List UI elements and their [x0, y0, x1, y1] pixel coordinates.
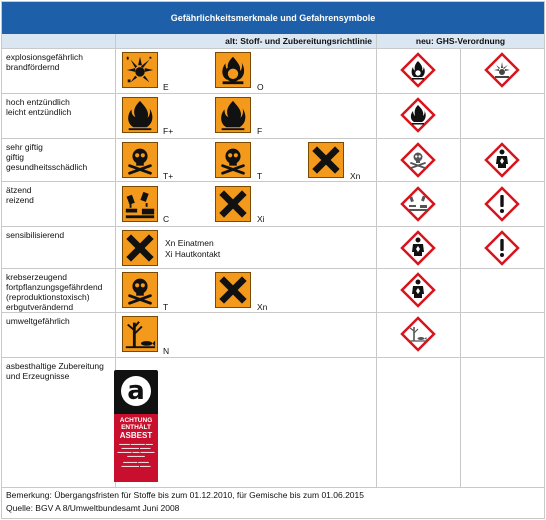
asbestos-line1: ACHTUNG	[119, 417, 153, 424]
header-old	[116, 34, 376, 48]
ghs-corrosion-icon	[400, 186, 436, 222]
table-frame	[1, 1, 545, 519]
row-label-toxic: sehr giftig giftig gesundheitsschädlich	[6, 142, 88, 172]
row-label-sensitizing: sensibilisierend	[6, 230, 65, 240]
cross-icon	[308, 142, 344, 178]
asbestos-letter: a	[121, 376, 151, 406]
code-label: T	[163, 302, 169, 312]
cross-icon	[122, 230, 158, 266]
row-label-flammable: hoch entzündlich leicht entzündlich	[6, 97, 72, 117]
asbestos-warning	[114, 414, 158, 482]
ghs-health-hazard-icon	[484, 142, 520, 178]
footer-note: Bemerkung: Übergangsfristen für Stoffe bis zum 01.12.2010, für Gemische bis zum 01.06.2015	[6, 490, 364, 500]
skull-icon	[215, 142, 251, 178]
row-label-corrosive: ätzend reizend	[6, 185, 34, 205]
environment-icon	[122, 316, 158, 352]
row-label-carcinogenic: krebserzeugend fortpflanzungsgefährdend (reproduktionstoxisch) erbgutverändernd	[6, 272, 103, 312]
table-title: Gefährlichkeitsmerkmale und Gefahrensymbole	[2, 2, 544, 34]
code-label: F+	[163, 126, 174, 136]
code-label: E	[163, 82, 169, 92]
code-label: F	[257, 126, 263, 136]
flame-icon	[122, 97, 158, 133]
explosion-icon	[122, 52, 158, 88]
skull-icon	[122, 272, 158, 308]
row-label-environment: umweltgefährlich	[6, 316, 70, 326]
skull-icon	[122, 142, 158, 178]
row-label-explosive: explosionsgefährlich brandfördernd	[6, 52, 84, 72]
asbestos-line3: ASBEST	[119, 431, 153, 440]
grid-line	[2, 93, 544, 94]
header-label-cell	[2, 34, 115, 48]
ghs-explosive-icon	[484, 52, 520, 88]
ghs-exclamation-icon	[484, 230, 520, 266]
code-label: Xn	[350, 171, 361, 181]
grid-line	[2, 268, 544, 269]
code-label: Xi	[257, 214, 265, 224]
ghs-flame-icon	[400, 97, 436, 133]
grid-line	[2, 226, 544, 227]
grid-line	[2, 48, 544, 49]
grid-line	[2, 181, 544, 182]
code-label: C	[163, 214, 170, 224]
ghs-oxidizer-icon	[400, 52, 436, 88]
footer-source: Quelle: BGV A 8/Umweltbundesamt Juni 2008	[6, 503, 180, 513]
ghs-health-hazard-icon	[400, 272, 436, 308]
cross-icon	[215, 186, 251, 222]
grid-line	[2, 138, 544, 139]
asbestos-fine-print: ▬▬▬ ▬▬▬▬ ▬▬ ▬▬▬▬▬ ▬▬▬ ▬▬▬▬ ▬▬ ▬▬▬▬ ▬▬▬▬▬	[117, 442, 155, 458]
ghs-health-hazard-icon	[400, 230, 436, 266]
code-label: T+	[163, 171, 174, 181]
grid-line	[376, 34, 377, 487]
code-label: N	[163, 346, 170, 356]
cross-icon	[215, 272, 251, 308]
header-new-label: neu: GHS-Verordnung	[415, 36, 506, 46]
grid-line	[2, 487, 544, 488]
flame-icon	[215, 97, 251, 133]
grid-line	[2, 357, 544, 358]
grid-line	[2, 312, 544, 313]
code-label: T	[257, 171, 263, 181]
header-old-label: alt: Stoff- und Zubereitungsrichtlinie	[225, 36, 372, 46]
code-label: Xn Einatmen Xi Hautkontakt	[165, 238, 221, 259]
asbestos-fine-print: ▬▬▬▬ ▬▬▬ ▬▬▬▬▬ ▬▬▬	[121, 460, 151, 468]
row-label-asbestos: asbesthaltige Zubereitung und Erzeugnisse	[6, 361, 104, 381]
code-label: O	[257, 82, 264, 92]
asbestos-logo	[114, 370, 158, 414]
asbestos-label	[114, 370, 158, 482]
code-label: Xn	[257, 302, 268, 312]
header-new	[377, 34, 544, 48]
ghs-environment-icon	[400, 316, 436, 352]
corrosion-icon	[122, 186, 158, 222]
oxidizer-icon	[215, 52, 251, 88]
ghs-exclamation-icon	[484, 186, 520, 222]
asbestos-line2: ENTHÄLT	[121, 424, 151, 431]
ghs-skull-icon	[400, 142, 436, 178]
